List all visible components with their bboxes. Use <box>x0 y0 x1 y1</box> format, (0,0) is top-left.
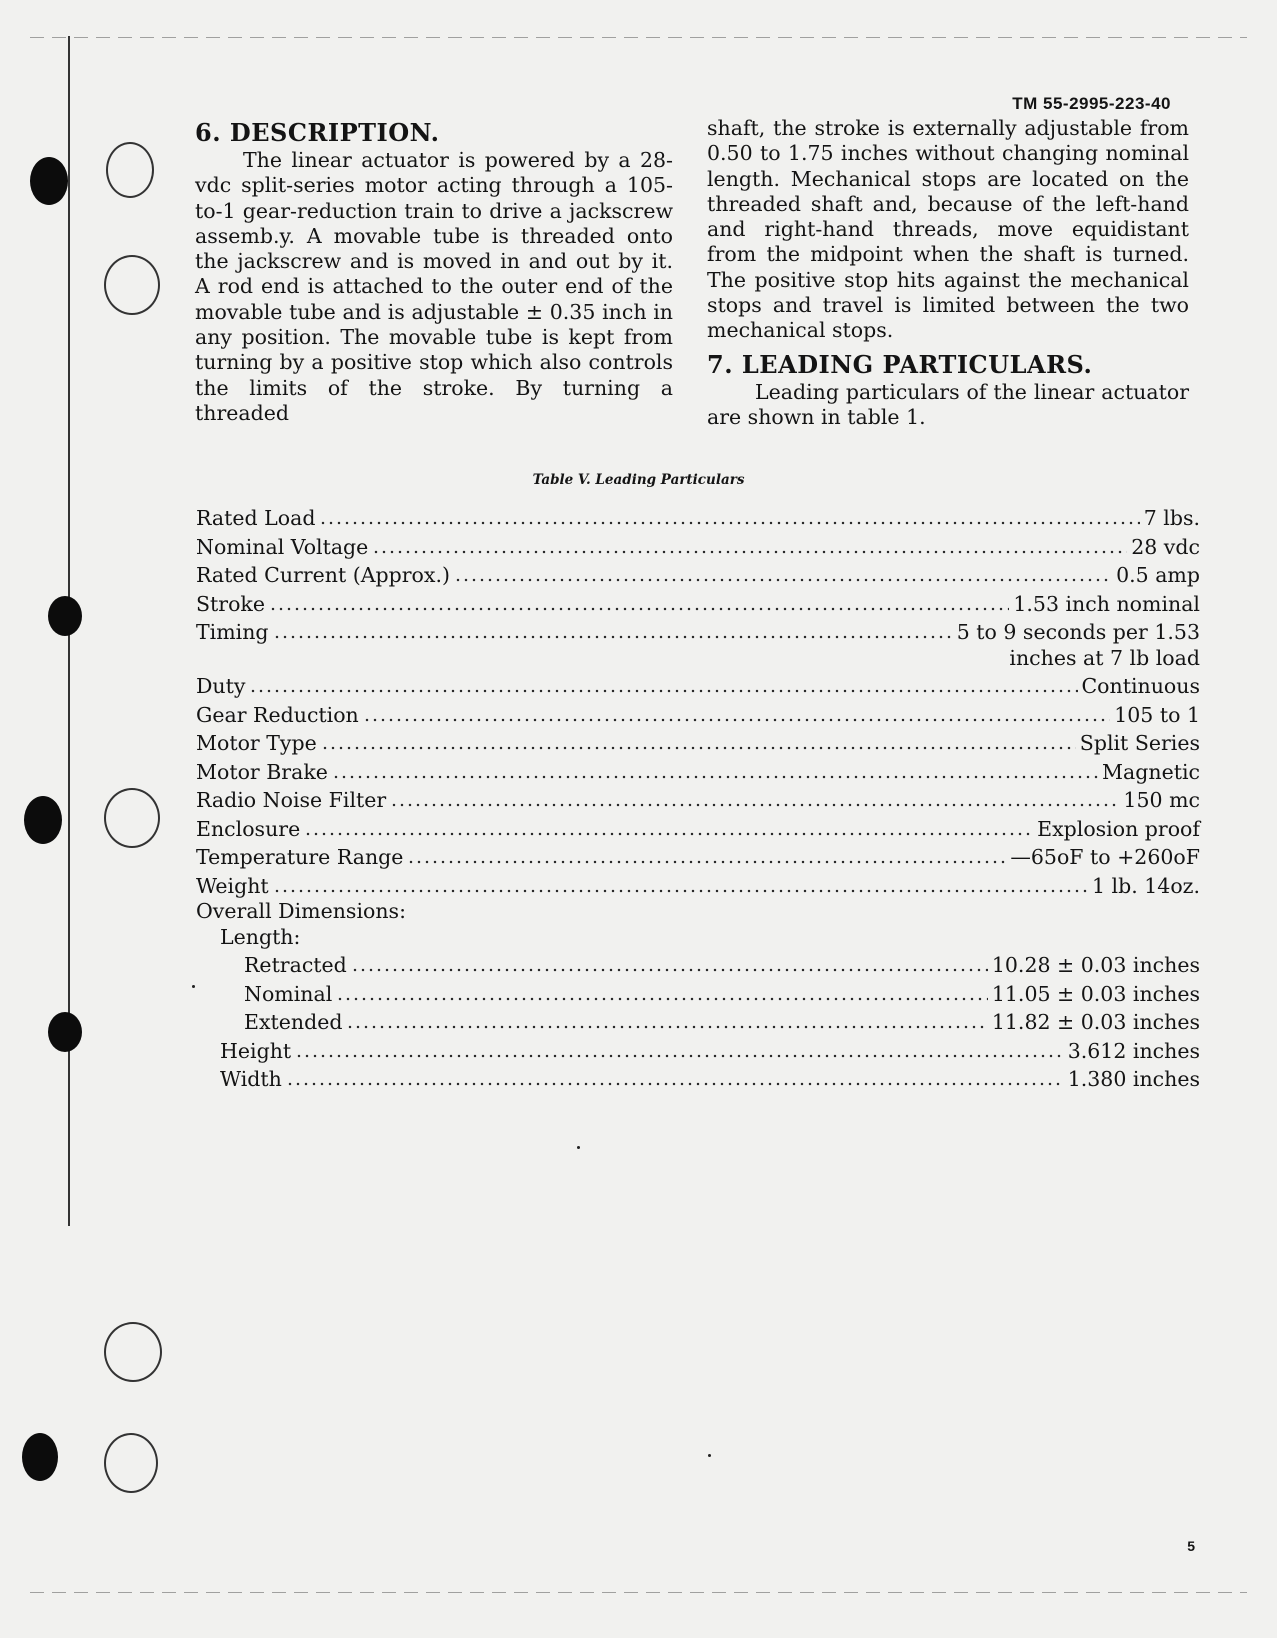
dot-leader <box>319 503 1139 525</box>
row-value: 105 to 1 <box>1114 702 1200 727</box>
page-number: 5 <box>1187 1538 1195 1554</box>
section-6-paragraph: The linear actuator is powered by a 28-vdc split-series motor acting through a 105-to-1 gear-reduction train to drive a jackscrew assemb.y. A movable tube is threaded onto the jackscrew and is moved in and out by it. A rod end is attached to the outer end of the movable tube and is adjustable ± 0.35 inch in any position. The movable tube is kept from turning by a positive stop which also controls the limits of the stroke. By turning a threaded <box>195 148 673 425</box>
dot-leader <box>454 560 1112 582</box>
row-value: 1.53 inch nominal <box>1013 591 1200 616</box>
row-label: Height <box>220 1038 292 1063</box>
dot-leader <box>304 814 1033 836</box>
table-row <box>196 560 1200 589</box>
tm-number: TM 55-2995-223-40 <box>1012 94 1171 113</box>
row-value: 10.28 ± 0.03 inches <box>991 953 1200 977</box>
scan-speck <box>192 985 195 988</box>
dimensions-heading-row <box>196 899 1200 925</box>
row-label: Radio Noise Filter <box>196 788 387 812</box>
section-6-paragraph-continued: shaft, the stroke is externally adjustable from 0.50 to 1.75 inches without changing nominal length. Mechanical stops are located on the threaded shaft and, because of the left-hand and right-hand threads, move equidistant from the midpoint when the shaft is turned. The positive stop hits against the mechanical stops and travel is limited between the two mechanical stops. <box>707 116 1189 343</box>
dot-leader <box>390 785 1119 807</box>
table-row <box>196 785 1200 814</box>
punch-hole <box>48 1012 82 1052</box>
length-row <box>244 979 1200 1008</box>
punch-ring <box>104 1322 162 1382</box>
dot-leader <box>332 757 1098 779</box>
row-value: 28 vdc <box>1131 534 1200 559</box>
row-label: Rated Current (Approx.) <box>196 563 450 587</box>
table-row <box>196 814 1200 843</box>
table-row <box>196 757 1200 786</box>
top-scan-rule <box>30 37 1247 38</box>
row-label: Motor Type <box>196 731 317 755</box>
dot-leader <box>269 589 1009 611</box>
table-row <box>196 871 1200 900</box>
left-column <box>195 118 673 426</box>
length-row <box>244 950 1200 979</box>
row-value: Split Series <box>1079 731 1200 755</box>
dimension-rows <box>196 1036 1200 1093</box>
table-row <box>196 728 1200 757</box>
row-value: 11.82 ± 0.03 inches <box>991 1010 1200 1034</box>
punch-hole <box>22 1433 58 1481</box>
table-row <box>196 503 1200 532</box>
row-value: 1.380 inches <box>1067 1067 1200 1091</box>
punch-ring <box>104 788 160 848</box>
table-caption: Table V. Leading Particulars <box>532 472 745 488</box>
dot-leader <box>407 842 1006 864</box>
dimension-row <box>220 1036 1200 1065</box>
table-row <box>196 532 1200 561</box>
dot-leader <box>363 700 1110 722</box>
scan-speck <box>577 1146 580 1149</box>
row-value: 5 to 9 seconds per 1.53 <box>956 620 1200 644</box>
row-value: Continuous <box>1081 674 1200 698</box>
row-label: Timing <box>196 620 269 644</box>
punch-hole <box>48 596 82 636</box>
row-value: —65oF to +260oF <box>1010 845 1200 869</box>
dot-leader <box>286 1064 1064 1086</box>
row-label: Gear Reduction <box>196 702 359 727</box>
row-label: Stroke <box>196 591 265 616</box>
row-label: Temperature Range <box>196 845 404 869</box>
length-heading: Length: <box>220 924 301 949</box>
dimension-row <box>220 1064 1200 1093</box>
dot-leader <box>295 1036 1064 1058</box>
row-label: Width <box>220 1067 282 1091</box>
row-label: Retracted <box>244 953 347 977</box>
dot-leader <box>321 728 1076 750</box>
scan-speck <box>708 1454 711 1457</box>
dot-leader <box>351 950 988 972</box>
dot-leader <box>346 1007 987 1029</box>
length-heading-row <box>196 925 1200 951</box>
table-row <box>196 842 1200 871</box>
row-value: 3.612 inches <box>1067 1038 1200 1063</box>
row-label: Enclosure <box>196 816 301 841</box>
row-label: Nominal Voltage <box>196 534 369 559</box>
leading-particulars-table <box>196 503 1200 1093</box>
row-value-continuation: inches at 7 lb load <box>1009 645 1200 670</box>
table-row <box>196 671 1200 700</box>
right-column <box>707 116 1189 430</box>
row-label: Weight <box>196 873 269 898</box>
row-label: Rated Load <box>196 506 316 530</box>
dot-leader <box>336 979 988 1001</box>
table-row <box>196 589 1200 618</box>
punch-hole <box>30 157 68 205</box>
row-value: 7 lbs. <box>1143 506 1200 530</box>
row-value: 1 lb. 14oz. <box>1091 873 1200 898</box>
dot-leader <box>273 871 1088 893</box>
section-6-heading: 6. DESCRIPTION. <box>195 118 440 147</box>
table-row <box>196 617 1200 646</box>
dot-leader <box>273 617 953 639</box>
punch-ring <box>106 142 154 198</box>
row-label: Motor Brake <box>196 759 328 784</box>
length-rows <box>196 950 1200 1036</box>
punch-hole <box>24 796 62 844</box>
row-label: Nominal <box>244 981 333 1006</box>
row-value: 0.5 amp <box>1116 563 1200 587</box>
row-label: Extended <box>244 1010 343 1034</box>
row-value: 150 mc <box>1123 788 1200 812</box>
bottom-scan-rule <box>30 1592 1247 1593</box>
row-value: Magnetic <box>1102 759 1200 784</box>
length-row <box>244 1007 1200 1036</box>
row-value: Explosion proof <box>1037 816 1200 841</box>
dot-leader <box>249 671 1077 693</box>
punch-ring <box>104 255 160 315</box>
dimensions-heading: Overall Dimensions: <box>196 899 406 923</box>
dot-leader <box>372 532 1127 554</box>
section-7-heading: 7. LEADING PARTICULARS. <box>707 349 1093 379</box>
table-row <box>196 700 1200 729</box>
punch-ring <box>104 1433 158 1493</box>
section-7-paragraph: Leading particulars of the linear actuator are shown in table 1. <box>707 379 1189 429</box>
row-value: 11.05 ± 0.03 inches <box>991 981 1200 1006</box>
table-rows <box>196 503 1200 899</box>
row-label: Duty <box>196 674 246 698</box>
